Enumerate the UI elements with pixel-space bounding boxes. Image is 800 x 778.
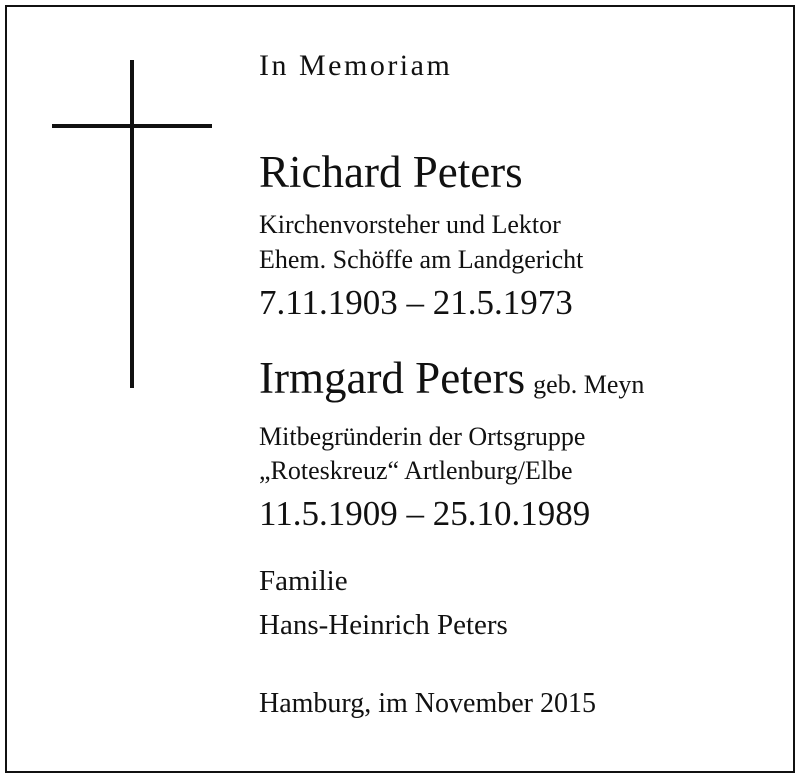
place-date: Hamburg, im November 2015 <box>259 688 596 719</box>
person2-role-2: „Roteskreuz“ Artlenburg/Elbe <box>259 456 573 485</box>
cross-horizontal-bar <box>52 124 212 128</box>
person2-role-1: Mitbegründerin der Ortsgruppe <box>259 422 586 451</box>
person2-name-line <box>259 353 645 403</box>
in-memoriam-heading: In Memoriam <box>259 49 453 82</box>
cross-vertical-bar <box>130 60 134 388</box>
family-name: Hans-Heinrich Peters <box>259 609 508 641</box>
person2-dates: 11.5.1909 – 25.10.1989 <box>259 494 591 533</box>
person2-maiden-name: geb. Meyn <box>533 370 645 399</box>
person1-name: Richard Peters <box>259 147 523 197</box>
family-label: Familie <box>259 565 348 597</box>
person1-role-1: Kirchenvorsteher und Lektor <box>259 210 561 239</box>
person2-name: Irmgard Peters <box>259 353 526 403</box>
person1-role-2: Ehem. Schöffe am Landgericht <box>259 245 584 274</box>
person1-dates: 7.11.1903 – 21.5.1973 <box>259 283 573 322</box>
